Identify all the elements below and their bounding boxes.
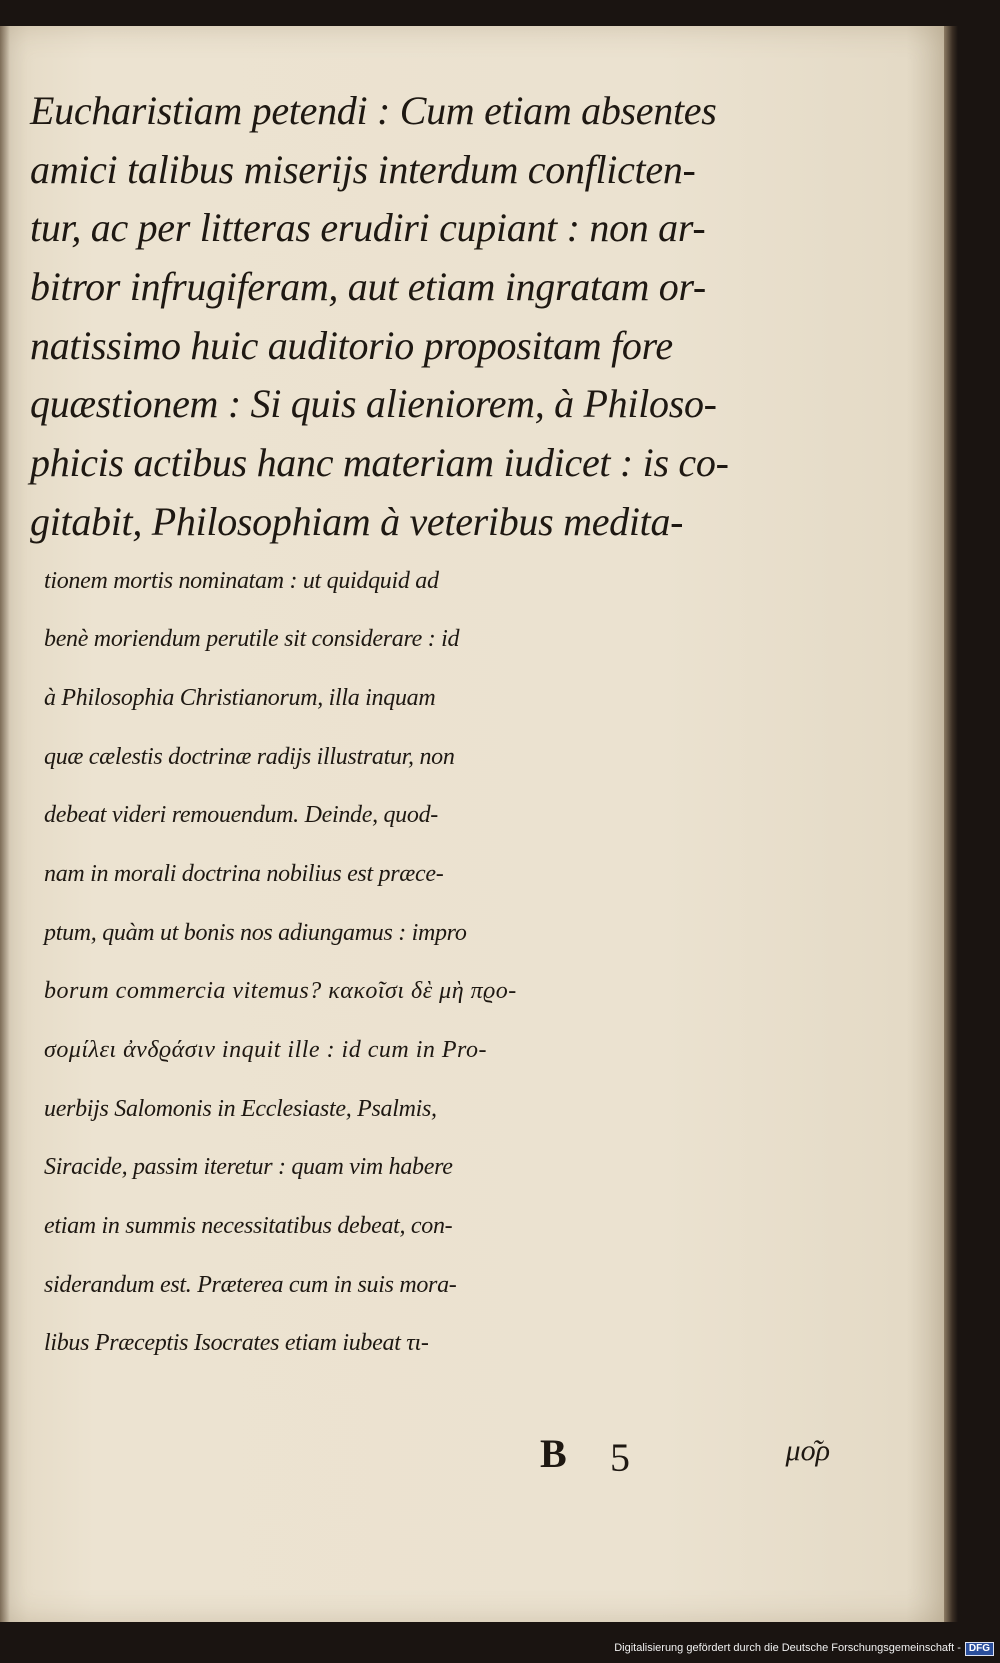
text-line: gitabit, Philosophiam à veteribus medita- bbox=[30, 498, 684, 544]
text-line: quæstionem : Si quis alieniorem, à Philoso- bbox=[30, 381, 717, 427]
text-line: borum commercia vitemus? κακοῖσι δὲ μὴ πϱο- bbox=[44, 978, 517, 1005]
text-line: tionem mortis nominatam : ut quidquid ad bbox=[44, 567, 439, 594]
text-line: tur, ac per litteras erudiri cupiant : non ar- bbox=[30, 205, 706, 251]
signature-row bbox=[540, 1430, 830, 1490]
text-line: benè moriendum perutile sit considerare : id bbox=[44, 626, 460, 653]
text-line: quæ cælestis doctrinæ radijs illustratur, non bbox=[44, 743, 455, 770]
text-line: etiam in summis necessitatibus debeat, con- bbox=[44, 1213, 453, 1240]
text-line: Siracide, passim iteretur : quam vim habere bbox=[44, 1154, 453, 1181]
binding-shadow bbox=[0, 26, 10, 1622]
text-line: phicis actibus hanc materiam iudicet : is co- bbox=[30, 440, 729, 486]
catchword: μο͂ρ bbox=[785, 1434, 830, 1467]
signature-number: 5 bbox=[610, 1435, 630, 1480]
text-line: siderandum est. Præterea cum in suis mora- bbox=[44, 1271, 457, 1298]
text-line: amici talibus miserijs interdum conflicten- bbox=[30, 146, 696, 192]
text-line: libus Præceptis Isocrates etiam iubeat τι- bbox=[44, 1330, 429, 1357]
text-line: uerbijs Salomonis in Ecclesiaste, Psalmis, bbox=[44, 1095, 437, 1122]
text-line: σομίλει ἀνδϱάσιν inquit ille : id cum in Pro- bbox=[44, 1037, 487, 1063]
dfg-logo: DFG bbox=[965, 1642, 994, 1656]
text-line: ptum, quàm ut bonis nos adiungamus : impro bbox=[44, 919, 467, 946]
text-line: natissimo huic auditorio propositam fore bbox=[30, 322, 673, 368]
text-line: Eucharistiam petendi : Cum etiam absentes bbox=[30, 88, 717, 133]
text-line: debeat videri remouendum. Deinde, quod- bbox=[44, 802, 438, 829]
text-line: à Philosophia Christianorum, illa inquam bbox=[44, 684, 436, 711]
page-edge bbox=[944, 26, 958, 1622]
page-text bbox=[30, 82, 830, 1373]
credit-text: Digitalisierung gefördert durch die Deutsche Forschungsgemeinschaft - bbox=[614, 1642, 961, 1654]
text-line: nam in morali doctrina nobilius est præce- bbox=[44, 860, 444, 887]
signature-mark: B bbox=[540, 1431, 567, 1476]
digitization-credit bbox=[600, 1640, 994, 1656]
text-line: bitror infrugiferam, aut etiam ingratam or- bbox=[30, 264, 706, 310]
